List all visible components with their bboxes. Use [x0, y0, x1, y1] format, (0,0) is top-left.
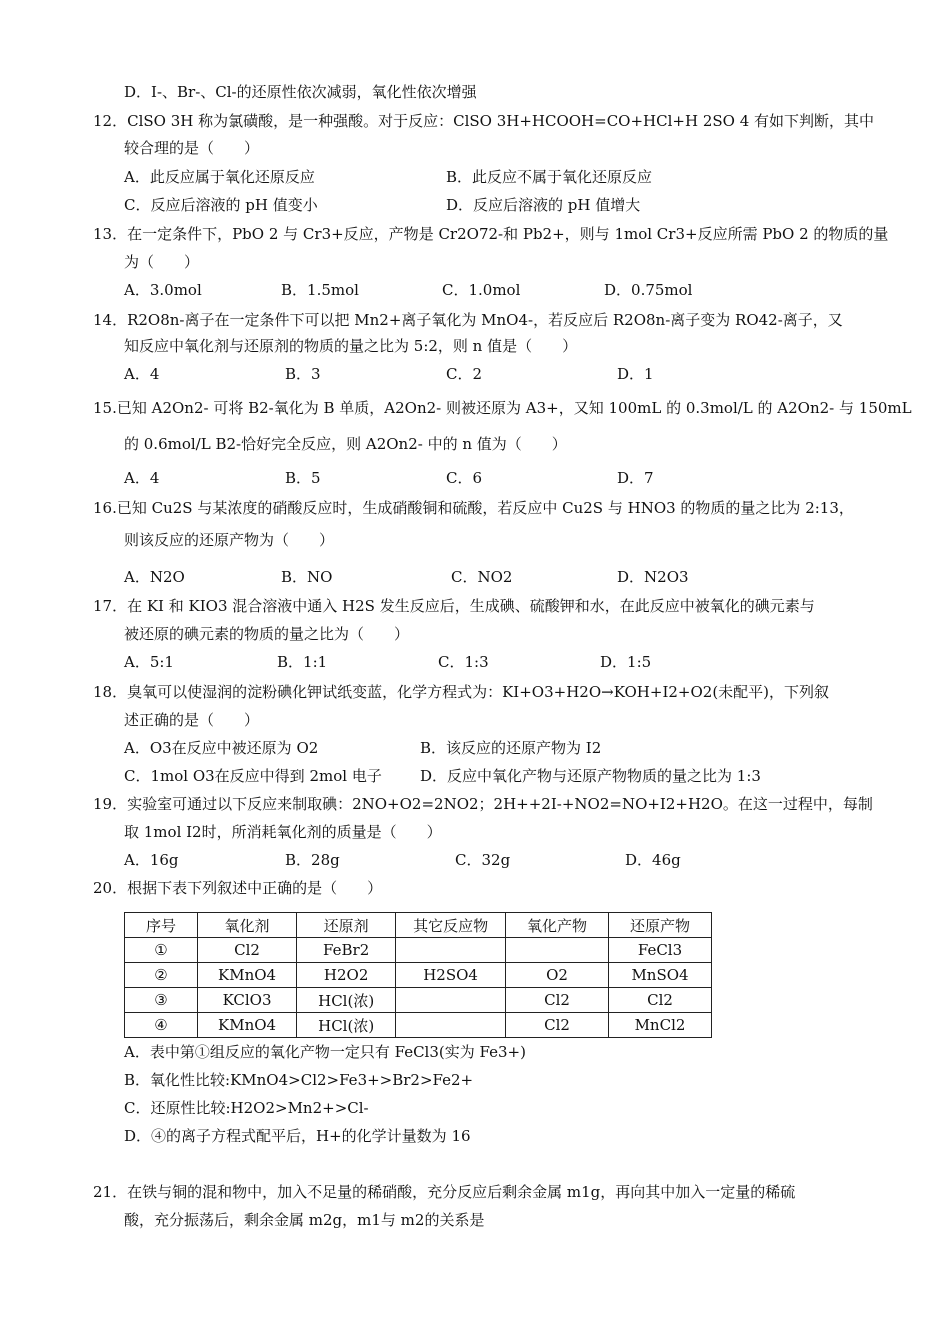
- table-cell: H2O2: [297, 963, 396, 988]
- text-line: 12．ClSO 3H 称为氯磺酸，是一种强酸。对于反应：ClSO 3H+HCOOH=CO+HCl+H 2SO 4 有如下判断，其中: [93, 112, 875, 130]
- answer-option: C．1mol O3在反应中得到 2mol 电子: [124, 767, 382, 785]
- table-row: [125, 963, 712, 988]
- answer-option: B．28g: [285, 851, 340, 869]
- table-row: [125, 1013, 712, 1038]
- answer-option: B．1.5mol: [281, 281, 359, 299]
- text-line: 15.已知 A2On2- 可将 B2-氧化为 B 单质，A2On2- 则被还原为 A3+，又知 100mL 的 0.3mol/L 的 A2On2- 与 150mL: [93, 399, 912, 417]
- table-cell: O2: [506, 963, 609, 988]
- table-cell: MnSO4: [609, 963, 712, 988]
- text-line: 13．在一定条件下，PbO 2 与 Cr3+反应，产物是 Cr2O72-和 Pb2+，则与 1mol Cr3+反应所需 PbO 2 的物质的量: [93, 225, 889, 243]
- header-cell: 氧化产物: [506, 913, 609, 938]
- answer-option: C．32g: [455, 851, 511, 869]
- answer-option: D．7: [617, 469, 654, 487]
- answer-option: A．此反应属于氧化还原反应: [124, 168, 315, 186]
- text-line: 18．臭氧可以使湿润的淀粉碘化钾试纸变蓝，化学方程式为：KI+O3+H2O→KOH+I2+O2(未配平)，下列叙: [93, 683, 830, 701]
- header-cell: 还原剂: [297, 913, 396, 938]
- table-cell: Cl2: [506, 1013, 609, 1038]
- text-line: 述正确的是（ ）: [124, 711, 260, 729]
- table-cell: ④: [125, 1013, 198, 1038]
- table-cell: Cl2: [609, 988, 712, 1013]
- table-cell: KMnO4: [197, 1013, 296, 1038]
- text-line: 为（ ）: [124, 253, 200, 271]
- table-cell: KMnO4: [197, 963, 296, 988]
- answer-option: B．5: [285, 469, 321, 487]
- header-cell: 序号: [125, 913, 198, 938]
- table-cell: FeBr2: [297, 938, 396, 963]
- text-line: 则该反应的还原产物为（ ）: [124, 531, 335, 549]
- text-line: 酸，充分振荡后，剩余金属 m2g，m1与 m2的关系是: [124, 1211, 485, 1229]
- table-cell: FeCl3: [609, 938, 712, 963]
- answer-option: D．46g: [625, 851, 681, 869]
- answer-option: A．O3在反应中被还原为 O2: [124, 739, 319, 757]
- header-cell: 氧化剂: [197, 913, 296, 938]
- answer-option: A．4: [124, 469, 160, 487]
- text-line: B．氧化性比较:KMnO4>Cl2>Fe3+>Br2>Fe2+: [124, 1071, 474, 1089]
- answer-option: C．1.0mol: [442, 281, 521, 299]
- text-line: 20．根据下表下列叙述中正确的是（ ）: [93, 879, 383, 897]
- answer-option: D．0.75mol: [604, 281, 693, 299]
- answer-option: D．1: [617, 365, 654, 383]
- answer-option: B．1:1: [277, 653, 328, 671]
- answer-option: B．3: [285, 365, 321, 383]
- table-cell: [396, 1013, 506, 1038]
- text-line: 14．R2O8n-离子在一定条件下可以把 Mn2+离子氧化为 MnO4-，若反应后 R2O8n-离子变为 RO42-离子，又: [93, 311, 843, 329]
- text-line: C．还原性比较:H2O2>Mn2+>Cl-: [124, 1099, 369, 1117]
- text-line: 16.已知 Cu2S 与某浓度的硝酸反应时，生成硝酸铜和硫酸，若反应中 Cu2S 与 HNO3 的物质的量之比为 2:13，: [93, 499, 854, 517]
- table-row: [125, 938, 712, 963]
- answer-option: D．反应后溶液的 pH 值增大: [446, 196, 641, 214]
- text-line: 21．在铁与铜的混和物中，加入不足量的稀硝酸，充分反应后剩余金属 m1g，再向其中加入一定量的稀硫: [93, 1183, 796, 1201]
- reaction-table: [124, 912, 712, 1038]
- text-line: 19．实验室可通过以下反应来制取碘：2NO+O2=2NO2；2H++2I-+NO2=NO+I2+H2O。在这一过程中，每制: [93, 795, 873, 813]
- answer-option: D．反应中氧化产物与还原产物物质的量之比为 1:3: [420, 767, 761, 785]
- table-cell: [396, 938, 506, 963]
- table-cell: Cl2: [506, 988, 609, 1013]
- header-cell: 还原产物: [609, 913, 712, 938]
- table-cell: ②: [125, 963, 198, 988]
- answer-option: B．该反应的还原产物为 I2: [420, 739, 602, 757]
- text-line: D．I-、Br-、Cl-的还原性依次减弱，氧化性依次增强: [124, 83, 477, 101]
- table-row: [125, 988, 712, 1013]
- answer-option: A．4: [124, 365, 160, 383]
- text-line: D．④的离子方程式配平后，H+的化学计量数为 16: [124, 1127, 471, 1145]
- table-cell: ③: [125, 988, 198, 1013]
- table-cell: HCl(浓): [297, 1013, 396, 1038]
- table-cell: H2SO4: [396, 963, 506, 988]
- table-cell: KClO3: [197, 988, 296, 1013]
- table-cell: [506, 938, 609, 963]
- header-cell: 其它反应物: [396, 913, 506, 938]
- text-line: 17．在 KI 和 KIO3 混合溶液中通入 H2S 发生反应后，生成碘、硫酸钾和水，在此反应中被氧化的碘元素与: [93, 597, 815, 615]
- text-line: 被还原的碘元素的物质的量之比为（ ）: [124, 625, 410, 643]
- answer-option: C．2: [446, 365, 483, 383]
- text-line: 的 0.6mol/L B2-恰好完全反应，则 A2On2- 中的 n 值为（ ）: [124, 435, 567, 453]
- answer-option: C．6: [446, 469, 483, 487]
- answer-option: C．NO2: [451, 568, 513, 586]
- table-cell: HCl(浓): [297, 988, 396, 1013]
- text-line: A．表中第①组反应的氧化产物一定只有 FeCl3(实为 Fe3+): [124, 1043, 526, 1061]
- text-line: 知反应中氧化剂与还原剂的物质的量之比为 5:2，则 n 值是（ ）: [124, 337, 578, 355]
- answer-option: A．3.0mol: [124, 281, 202, 299]
- answer-option: C．1:3: [438, 653, 489, 671]
- answer-option: D．N2O3: [617, 568, 689, 586]
- answer-option: D．1:5: [600, 653, 652, 671]
- answer-option: C．反应后溶液的 pH 值变小: [124, 196, 318, 214]
- answer-option: A．16g: [124, 851, 179, 869]
- table-cell: Cl2: [197, 938, 296, 963]
- answer-option: A．5:1: [124, 653, 174, 671]
- answer-option: B．此反应不属于氧化还原反应: [446, 168, 653, 186]
- table-cell: ①: [125, 938, 198, 963]
- answer-option: B．NO: [281, 568, 333, 586]
- table-cell: [396, 988, 506, 1013]
- text-line: 取 1mol I2时，所消耗氧化剂的质量是（ ）: [124, 823, 442, 841]
- table-cell: MnCl2: [609, 1013, 712, 1038]
- text-line: 较合理的是（ ）: [124, 139, 260, 157]
- answer-option: A．N2O: [124, 568, 185, 586]
- table-header-row: [125, 913, 712, 938]
